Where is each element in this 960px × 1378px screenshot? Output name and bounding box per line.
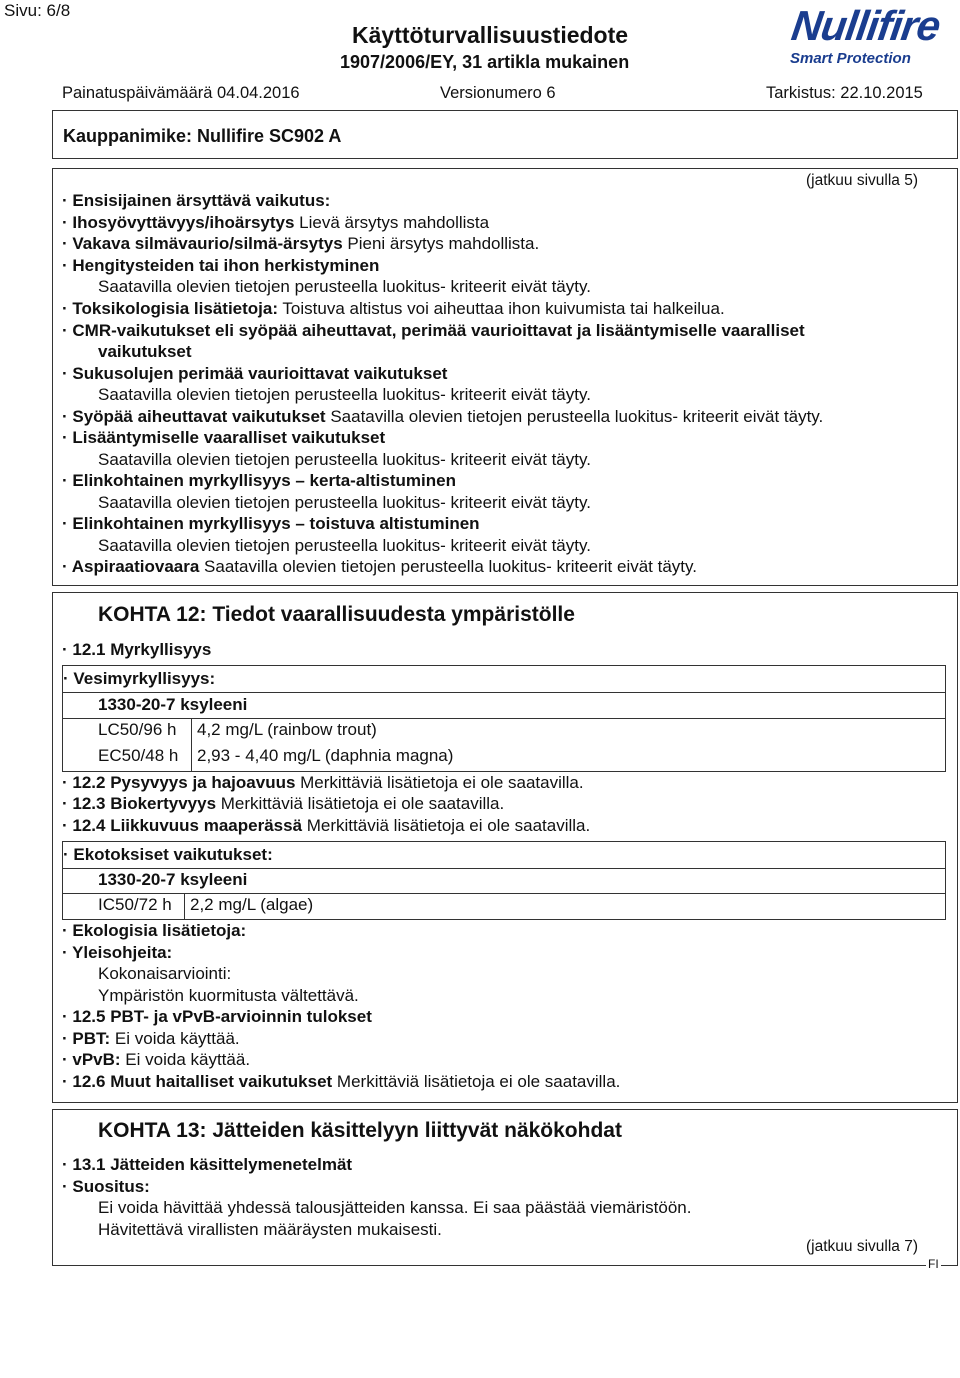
table-row: EC50/48 h <box>98 746 179 765</box>
logo-tagline: Smart Protection <box>790 50 911 67</box>
section-12-title: KOHTA 12: Tiedot vaarallisuudesta ympäristölle <box>98 603 575 626</box>
continued-on: (jatkuu sivulla 7) <box>806 1238 918 1255</box>
page-number: Sivu: 6/8 <box>4 1 71 20</box>
skin-irritation: · Ihosyövyttävyys/ihoärsytys Lievä ärsytys mahdollista <box>62 213 490 232</box>
reproductive-text: Saatavilla olevien tietojen perusteella luokitus- kriteerit eivät täyty. <box>98 450 591 469</box>
cmr-heading-cont: vaikutukset <box>98 342 192 361</box>
eye-irritation: · Vakava silmävaurio/silmä-ärsytys Pieni ärsytys mahdollista. <box>62 234 540 253</box>
stot-repeated-heading: · Elinkohtainen myrkyllisyys – toistuva altistuminen <box>62 514 480 533</box>
document-subtitle: 1907/2006/EY, 31 artikla mukainen <box>340 52 630 72</box>
ecotoxic-substance: 1330-20-7 ksyleeni <box>98 870 248 889</box>
ecotoxic-label: · Ekotoksiset vaikutukset: <box>63 845 273 864</box>
logo-wordmark: Nullifire <box>788 2 943 49</box>
ecological-info: · Ekologisia lisätietoja: <box>62 921 247 940</box>
aquatic-toxicity-label: · Vesimyrkyllisyys: <box>63 669 216 688</box>
table-divider <box>63 692 945 693</box>
table-row: 2,93 - 4,40 mg/L (daphnia magna) <box>197 746 454 765</box>
pbt-heading: · 12.5 PBT- ja vPvB-arvioinnin tulokset <box>62 1007 372 1026</box>
trade-name: Kauppanimike: Nullifire SC902 A <box>63 126 342 146</box>
document-title: Käyttöturvallisuustiedote <box>352 22 629 48</box>
section-13-title: KOHTA 13: Jätteiden käsittelyyn liittyvät näkökohdat <box>98 1119 622 1142</box>
aspiration-hazard: · Aspiraatiovaara Saatavilla olevien tietojen perusteella luokitus- kriteerit eivät täyty. <box>62 557 697 576</box>
language-code: FI <box>928 1257 939 1271</box>
revision-date: Tarkistus: 22.10.2015 <box>766 84 923 102</box>
soil-mobility: · 12.4 Liikkuvuus maaperässä Merkittäviä lisätietoja ei ole saatavilla. <box>62 816 591 835</box>
sensitisation-heading: · Hengitysteiden tai ihon herkistyminen <box>62 256 380 275</box>
overall-assessment: Kokonaisarviointi: <box>98 964 232 983</box>
table-divider <box>63 893 945 894</box>
continued-from: (jatkuu sivulla 5) <box>806 172 918 189</box>
table-row: 4,2 mg/L (rainbow trout) <box>197 720 377 739</box>
column-divider <box>184 893 185 919</box>
stot-repeated-text: Saatavilla olevien tietojen perusteella luokitus- kriteerit eivät täyty. <box>98 536 591 555</box>
table-row: LC50/96 h <box>98 720 177 739</box>
table-row: IC50/72 h <box>98 895 172 914</box>
stot-single-heading: · Elinkohtainen myrkyllisyys – kerta-altistuminen <box>62 471 456 490</box>
general-notes: · Yleisohjeita: <box>62 943 173 962</box>
column-divider <box>191 718 192 771</box>
vpvb-result: · vPvB: Ei voida käyttää. <box>62 1050 251 1069</box>
print-date: Painatuspäivämäärä 04.04.2016 <box>62 84 300 102</box>
primary-irritant-heading: · Ensisijainen ärsyttävä vaikutus: <box>62 191 331 210</box>
recommendation-text-1: Ei voida hävittää yhdessä talousjätteiden kanssa. Ei saa päästää viemäristöön. <box>98 1198 692 1217</box>
recommendation-heading: · Suositus: <box>62 1177 150 1196</box>
ecotoxic-table <box>62 841 946 920</box>
toxicity-heading: · 12.1 Myrkyllisyys <box>62 640 212 659</box>
trade-name-box <box>52 110 958 159</box>
waste-methods-heading: · 13.1 Jätteiden käsittelymenetelmät <box>62 1155 353 1174</box>
aquatic-substance: 1330-20-7 ksyleeni <box>98 695 248 714</box>
pbt-result: · PBT: Ei voida käyttää. <box>62 1029 240 1048</box>
toxicology-info: · Toksikologisia lisätietoja: Toistuva altistus voi aiheuttaa ihon kuivumista tai halkeilua. <box>62 299 725 318</box>
germ-cell-heading: · Sukusolujen perimää vaurioittavat vaikutukset <box>62 364 448 383</box>
aquatic-toxicity-table <box>62 665 946 772</box>
table-row: 2,2 mg/L (algae) <box>190 895 314 914</box>
nullifire-logo <box>788 2 953 74</box>
cmr-heading: · CMR-vaikutukset eli syöpää aiheuttavat, perimää vaurioittavat ja lisääntymiselle vaaralliset <box>62 321 805 340</box>
recommendation-text-2: Hävitettävä virallisten määräysten mukaisesti. <box>98 1220 442 1239</box>
stot-single-text: Saatavilla olevien tietojen perusteella luokitus- kriteerit eivät täyty. <box>98 493 591 512</box>
table-divider <box>63 868 945 869</box>
reproductive-heading: · Lisääntymiselle vaaralliset vaikutukset <box>62 428 386 447</box>
bioaccumulation: · 12.3 Biokertyvyys Merkittäviä lisätietoja ei ole saatavilla. <box>62 794 505 813</box>
carcinogenicity: · Syöpää aiheuttavat vaikutukset Saatavilla olevien tietojen perusteella luokitus- kriteerit eivät täyty. <box>62 407 824 426</box>
version-number: Versionumero 6 <box>440 84 556 102</box>
persistence: · 12.2 Pysyvyys ja hajoavuus Merkittäviä lisätietoja ei ole saatavilla. <box>62 773 584 792</box>
germ-cell-text: Saatavilla olevien tietojen perusteella luokitus- kriteerit eivät täyty. <box>98 385 591 404</box>
table-divider <box>63 718 945 719</box>
sensitisation-text: Saatavilla olevien tietojen perusteella luokitus- kriteerit eivät täyty. <box>98 277 591 296</box>
other-effects: · 12.6 Muut haitalliset vaikutukset Merkittäviä lisätietoja ei ole saatavilla. <box>62 1072 621 1091</box>
environment-note: Ympäristön kuormitusta vältettävä. <box>98 986 359 1005</box>
